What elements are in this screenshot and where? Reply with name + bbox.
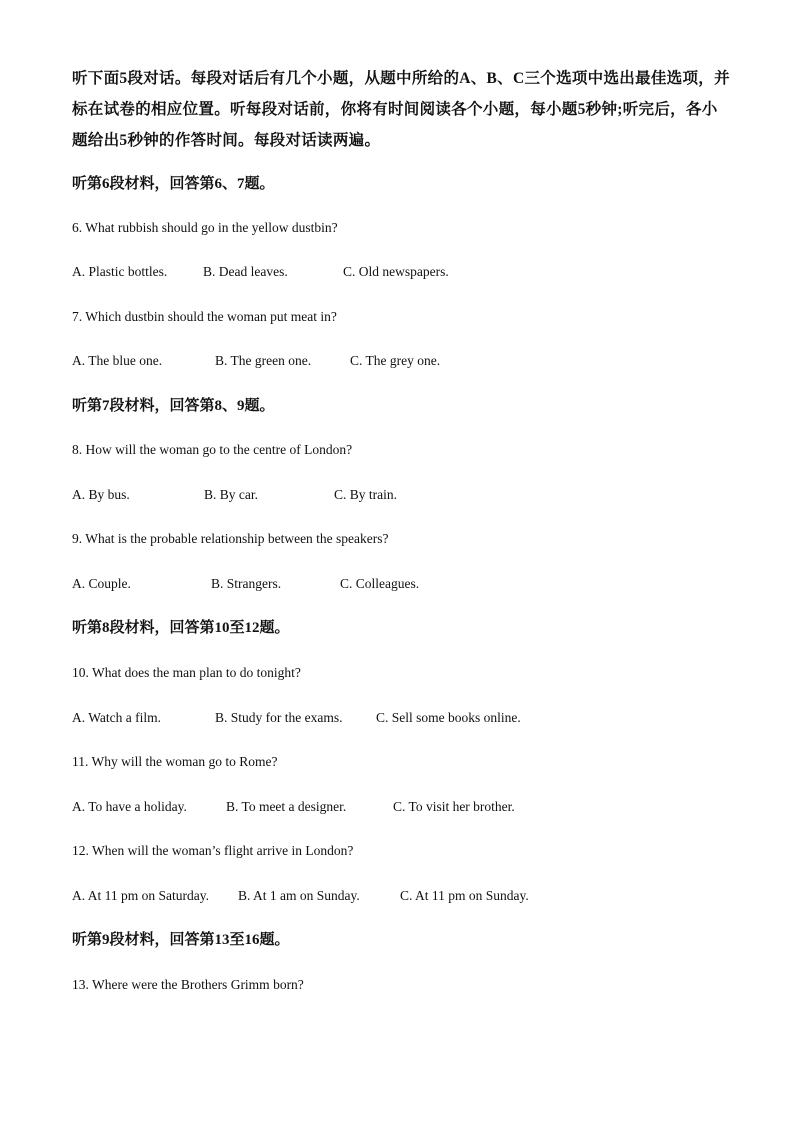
option-12-b: B. At 1 am on Sunday. [238, 888, 360, 903]
option-11-a: A. To have a holiday. [72, 799, 187, 814]
option-8-a: A. By bus. [72, 487, 130, 502]
listening-instructions: 听下面5段对话。每段对话后有几个小题，从题中所给的A、B、C三个选项中选出最佳选项，并标在试卷的相应位置。听每段对话前，你将有时间阅读各个小题，每小题5秒钟;听完后，各小题给出5秒钟的作答时间。每段对话读两遍。 [72, 70, 730, 149]
option-8-b: B. By car. [204, 487, 258, 502]
option-9-b: B. Strangers. [211, 576, 282, 591]
option-11-c: C. To visit her brother. [393, 799, 515, 814]
option-10-b: B. Study for the exams. [215, 710, 343, 725]
option-6-b: B. Dead leaves. [203, 264, 288, 279]
section-heading-9: 听第9段材料，回答第13至16题。 [72, 932, 290, 948]
section-heading-6: 听第6段材料，回答第6、7题。 [72, 176, 275, 192]
question-10: 10. What does the man plan to do tonight? [72, 665, 301, 680]
option-7-b: B. The green one. [215, 353, 312, 368]
option-8-c: C. By train. [334, 487, 397, 502]
option-12-c: C. At 11 pm on Sunday. [400, 888, 529, 903]
option-10-a: A. Watch a film. [72, 710, 162, 725]
option-11-b: B. To meet a designer. [226, 799, 347, 814]
option-7-a: A. The blue one. [72, 353, 163, 368]
option-9-a: A. Couple. [72, 576, 131, 591]
option-12-a: A. At 11 pm on Saturday. [72, 888, 209, 903]
section-heading-8: 听第8段材料，回答第10至12题。 [72, 620, 290, 636]
section-heading-7: 听第7段材料，回答第8、9题。 [72, 398, 275, 414]
option-7-c: C. The grey one. [350, 353, 441, 368]
question-7: 7. Which dustbin should the woman put meat in? [72, 309, 337, 324]
question-8: 8. How will the woman go to the centre of London? [72, 442, 353, 457]
question-9: 9. What is the probable relationship between the speakers? [72, 531, 389, 546]
option-6-a: A. Plastic bottles. [72, 264, 168, 279]
option-9-c: C. Colleagues. [340, 576, 420, 591]
question-13: 13. Where were the Brothers Grimm born? [72, 977, 304, 992]
option-10-c: C. Sell some books online. [376, 710, 521, 725]
option-6-c: C. Old newspapers. [343, 264, 449, 279]
question-6: 6. What rubbish should go in the yellow dustbin? [72, 220, 338, 235]
question-11: 11. Why will the woman go to Rome? [72, 754, 278, 769]
question-12: 12. When will the woman’s flight arrive in London? [72, 843, 354, 858]
